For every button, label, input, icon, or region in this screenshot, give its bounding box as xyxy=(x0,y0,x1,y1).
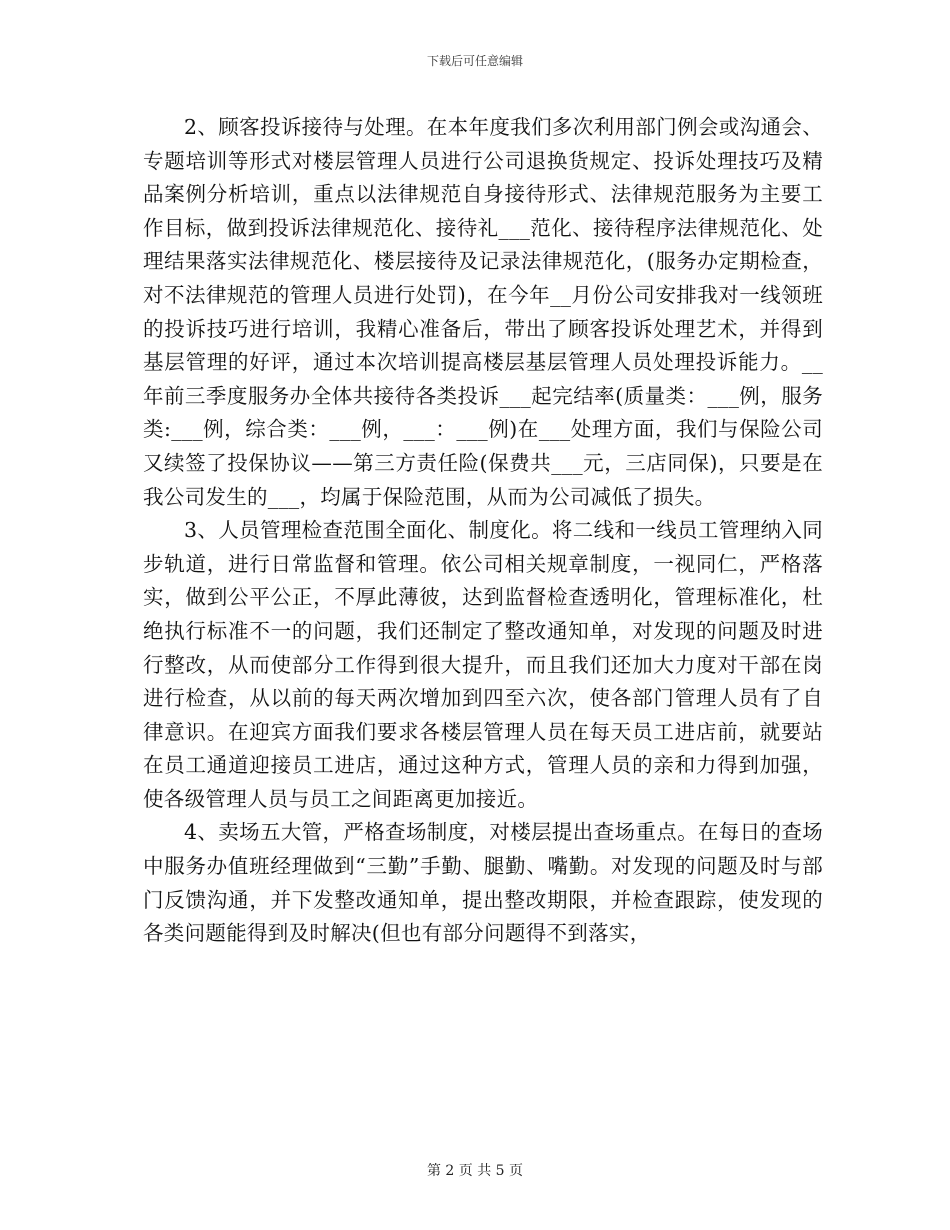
page-number-footer: 第 2 页 共 5 页 xyxy=(426,1163,524,1179)
document-body xyxy=(143,111,823,951)
paragraph-staff-management: 3、人员管理检查范围全面化、制度化。将二线和一线员工管理纳入同步轨道，进行日常监督和管理。依公司相关规章制度，一视同仁，严格落实，做到公平公正，不厚此薄彼，达到监督检查透明化，管理标准化，杜绝执行标准不一的问题，我们还制定了整改通知单，对发现的问题及时进行整改，从而使部分工作得到很大提升，而且我们还加大力度对干部在岗进行检查，从以前的每天两次增加到四至六次，使各部门管理人员有了自律意识。在迎宾方面我们要求各楼层管理人员在每天员工进店前，就要站在员工通道迎接员工进店，通过这种方式，管理人员的亲和力得到加强，使各级管理人员与员工之间距离更加接近。 xyxy=(143,518,823,811)
paragraph-complaint-handling: 2、顾客投诉接待与处理。在本年度我们多次利用部门例会或沟通会、专题培训等形式对楼层管理人员进行公司退换货规定、投诉处理技巧及精品案例分析培训，重点以法律规范自身接待形式、法律规范服务为主要工作目标，做到投诉法律规范化、接待礼___范化、接待程序法律规范化、处理结果落实法律规范化、楼层接待及记录法律规范化，(服务办定期检查，对不法律规范的管理人员进行处罚)，在今年__月份公司安排我对一线领班的投诉技巧进行培训，我精心准备后，带出了顾客投诉处理艺术，并得到基层管理的好评，通过本次培训提高楼层基层管理人员处理投诉能力。__年前三季度服务办全体共接待各类投诉___起完结率(质量类：___例，服务类:___例，综合类：___例，___：___例)在___处理方面，我们与保险公司又续签了投保协议——第三方责任险(保费共___元，三店同保)，只要是在我公司发生的___，均属于保险范围，从而为公司减低了损失。 xyxy=(143,115,823,509)
paragraph-floor-inspection: 4、卖场五大管，严格查场制度，对楼层提出查场重点。在每日的查场中服务办值班经理做到“三勤”手勤、腿勤、嘴勤。对发现的问题及时与部门反馈沟通，并下发整改通知单，提出整改期限，并检查跟踪，使发现的各类问题能得到及时解决(但也有部分问题得不到落实， xyxy=(143,820,823,946)
page-header: 下载后可任意编辑 xyxy=(426,54,523,68)
